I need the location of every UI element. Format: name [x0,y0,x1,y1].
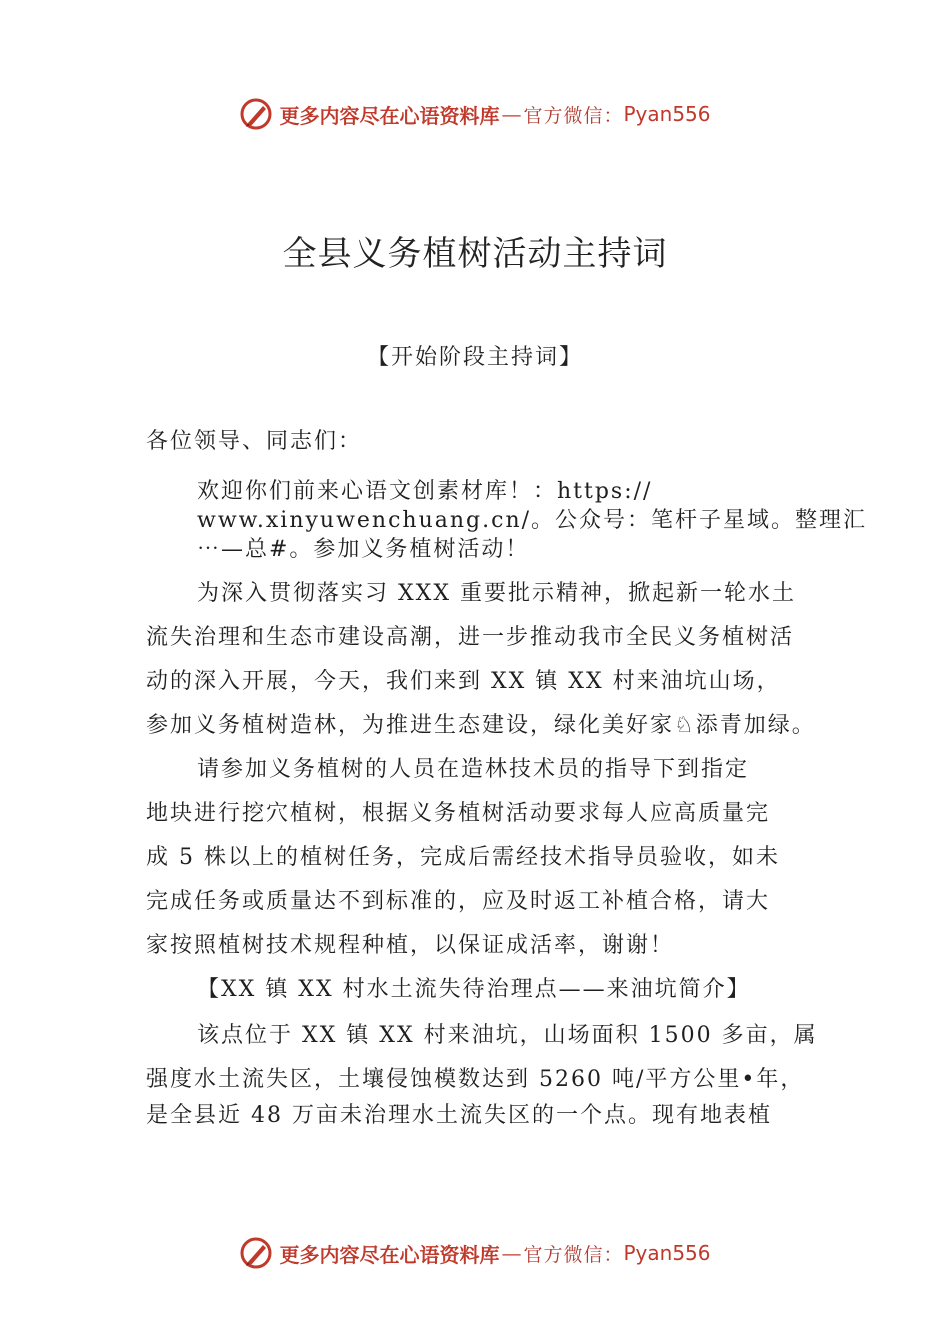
banner-dash: — [501,1241,522,1265]
header-banner [0,94,950,134]
paragraph-line: 家按照植树技术规程种植，以保证成活率，谢谢！ [146,933,675,958]
banner-wechat-id: Pyan556 [623,1241,711,1265]
paragraph-line: 请参加义务植树的人员在造林技术员的指导下到指定 [197,757,750,782]
banner-text: 更多内容尽在心语资料库 [279,1242,500,1267]
paragraph-line: 为深入贯彻落实习 XXX 重要批示精神，掀起新一轮水土 [197,581,796,606]
document-title: 全县义务植树活动主持词 [282,234,668,274]
welcome-line: 欢迎你们前来心语文创素材库！：https:// [197,479,653,504]
banner-dash: — [501,102,522,126]
welcome-line: www.xinyuwenchuang.cn/。公众号：笔杆子星域。整理汇 [197,508,868,533]
banner-wechat-label: 官方微信： [523,1243,624,1266]
pen-logo-icon [239,97,273,131]
paragraph-line: 强度水土流失区，土壤侵蚀模数达到 5260 吨/平方公里•年， [146,1067,805,1092]
paragraph-line: 地块进行挖穴植树，根据义务植树活动要求每人应高质量完 [146,801,771,826]
paragraph-line: 流失治理和生态市建设高潮，进一步推动我市全民义务植树活 [146,625,795,650]
paragraph-line: 参加义务植树造林，为推进生态建设，绿化美好家♘添青加绿。 [146,713,816,738]
greeting: 各位领导、同志们： [146,429,363,454]
banner-text: 更多内容尽在心语资料库 [279,103,500,128]
pen-logo-icon [239,1236,273,1270]
section-heading-site-intro: 【XX 镇 XX 村水土流失待治理点——来油坑简介】 [197,977,751,1002]
paragraph-line: 成 5 株以上的植树任务，完成后需经技术指导员验收，如未 [146,845,780,870]
banner-wechat-id: Pyan556 [623,102,711,126]
section-heading-opening: 【开始阶段主持词】 [366,345,583,370]
paragraph-line: 动的深入开展，今天，我们来到 XX 镇 XX 村来油坑山场， [146,669,781,694]
banner-wechat-label: 官方微信： [523,104,624,127]
welcome-line: ⋯—总#。参加义务植树活动！ [197,537,530,562]
paragraph-line: 是全县近 48 万亩未治理水土流失区的一个点。现有地表植 [146,1103,772,1128]
paragraph-line: 完成任务或质量达不到标准的，应及时返工补植合格，请大 [146,889,771,914]
footer-banner [0,1233,950,1273]
paragraph-line: 该点位于 XX 镇 XX 村来油坑，山场面积 1500 多亩，属 [197,1023,818,1048]
